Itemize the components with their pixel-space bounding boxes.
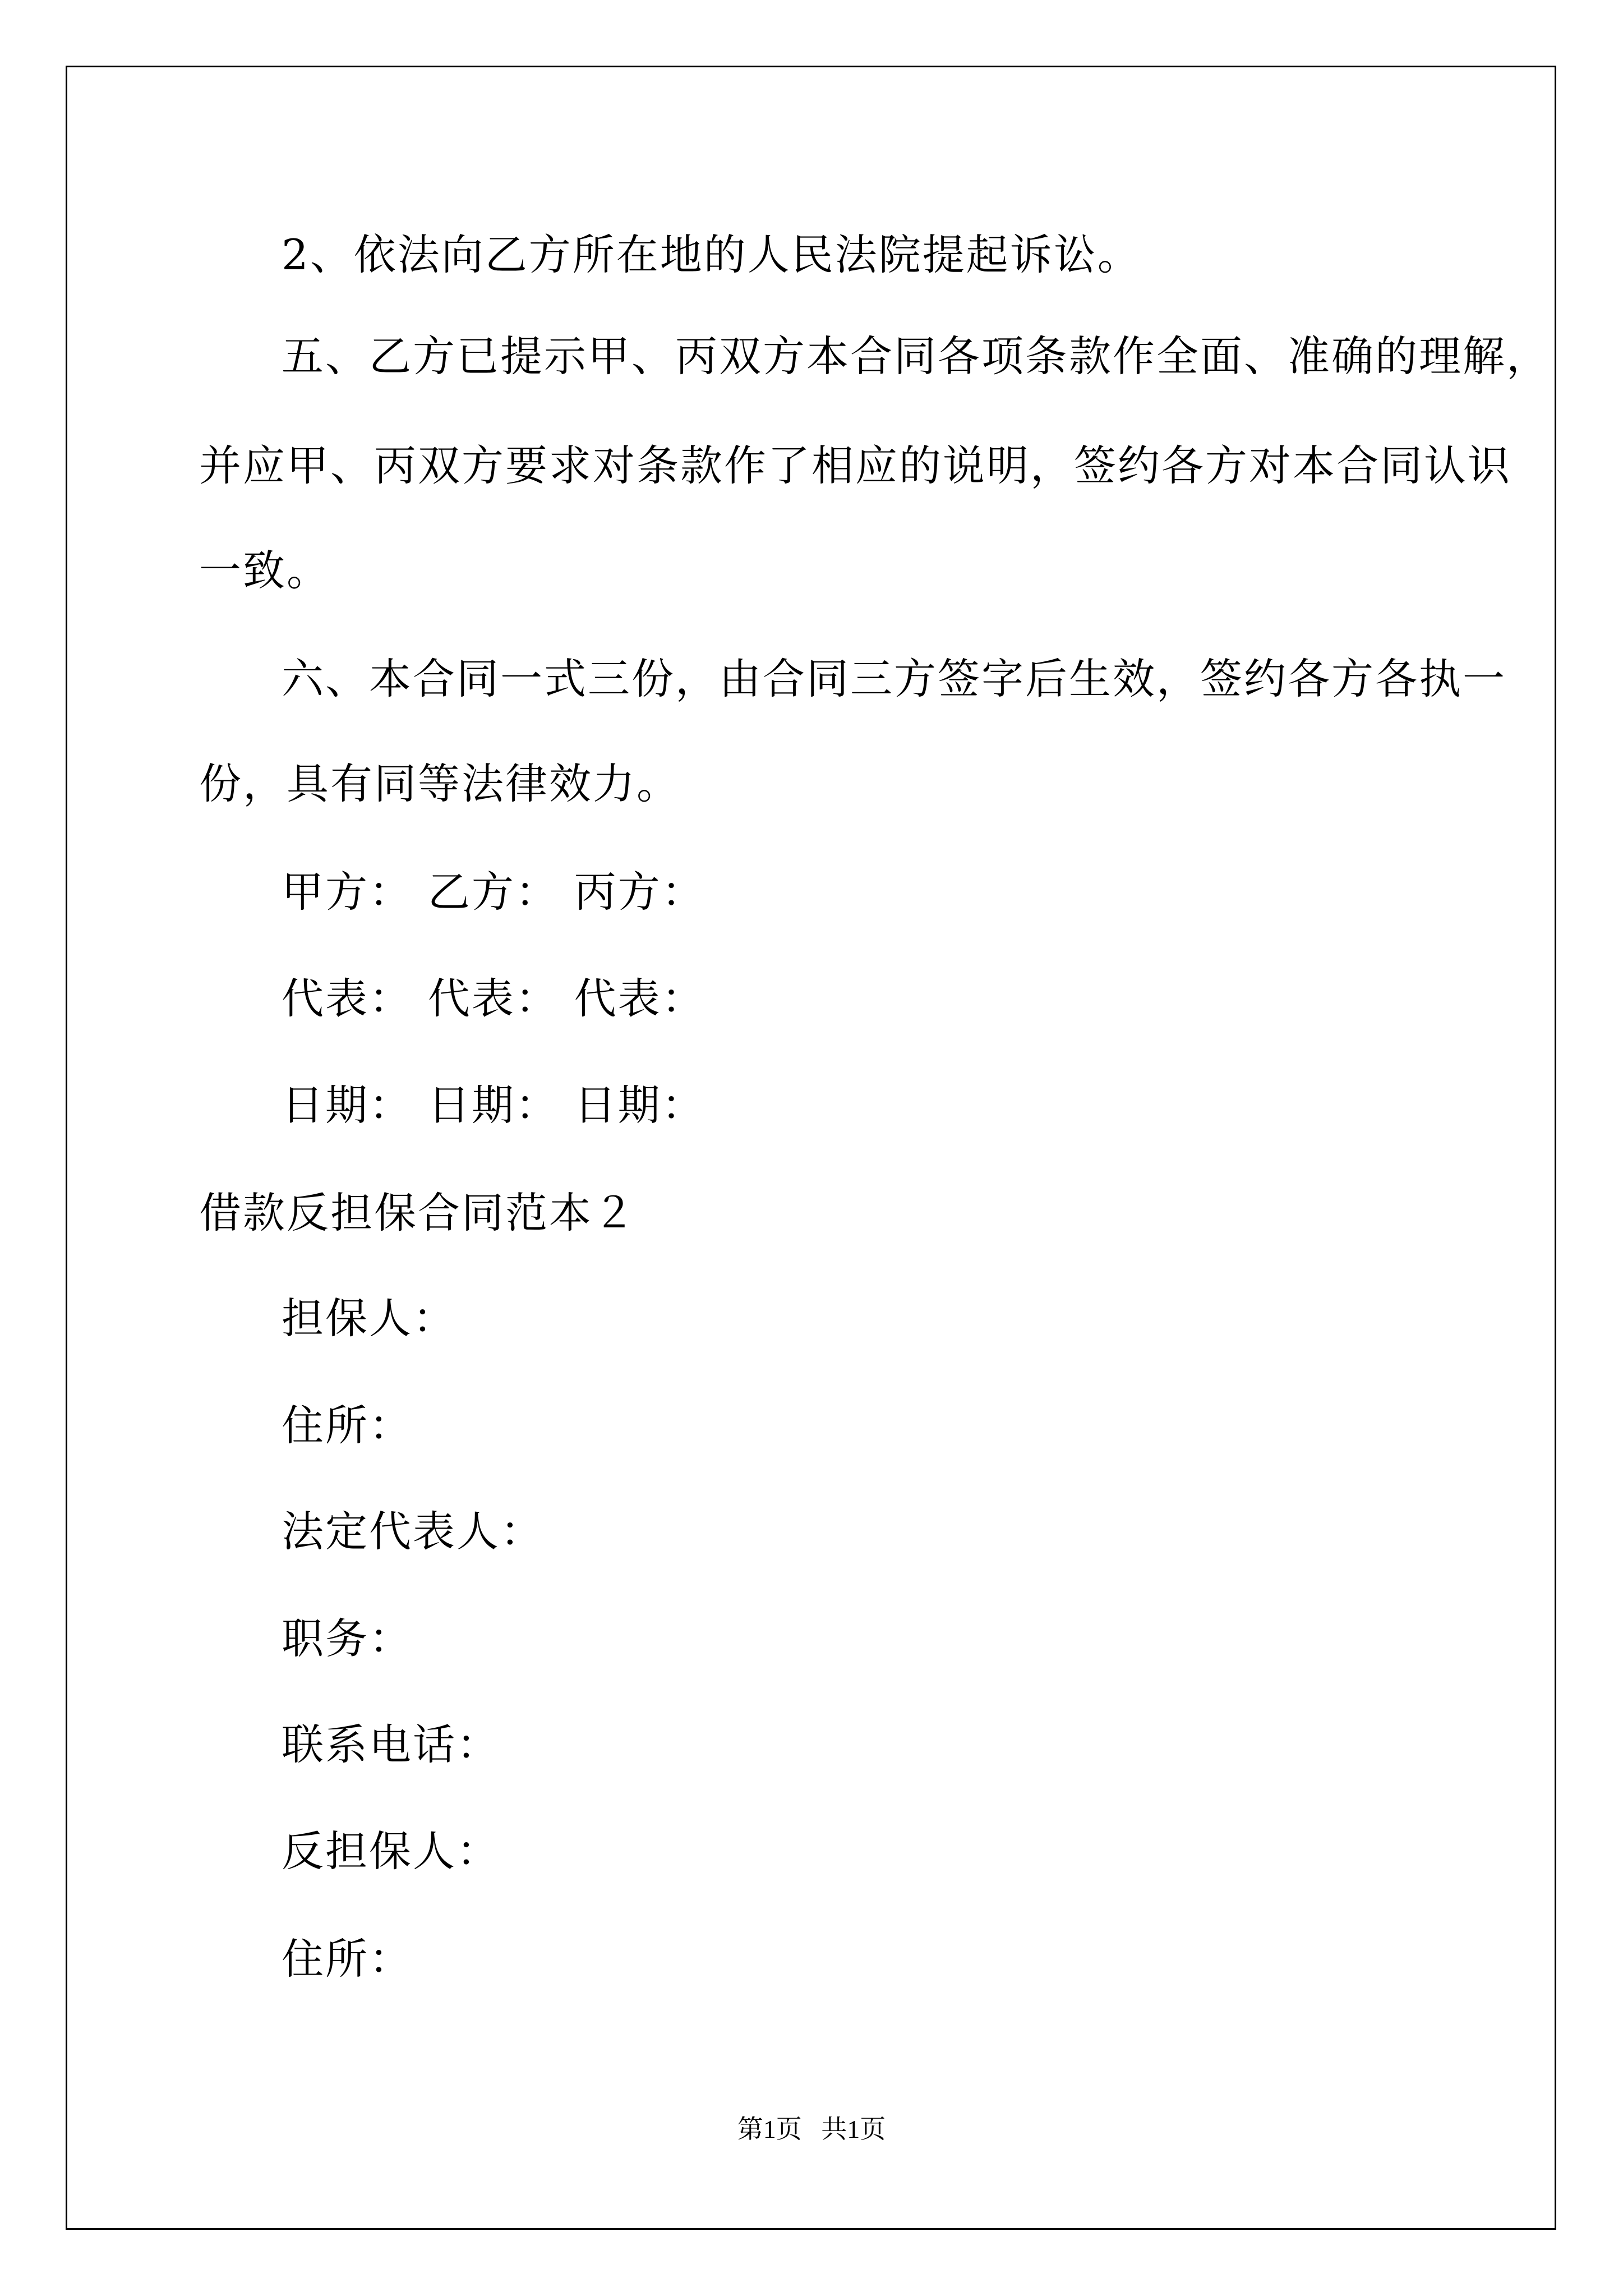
page-footer: 第1页 共1页: [737, 2115, 886, 2143]
clause-6-line-1: 六、本合同一式三份，由合同三方签字后生效，签约各方各执一: [282, 654, 1507, 703]
page-border: [66, 66, 1556, 2230]
section-title: 借款反担保合同范本２: [199, 1188, 637, 1237]
counter-guarantor-label: 反担保人：: [282, 1826, 501, 1876]
signature-dates: 日期： 日期： 日期：: [282, 1080, 706, 1130]
clause-5-line-2: 并应甲、丙双方要求对条款作了相应的说明，签约各方对本合同认识: [199, 441, 1512, 490]
counter-guarantor-address-label: 住所：: [282, 1934, 413, 1984]
clause-5-line-3: 一致。: [199, 546, 331, 595]
clause-6-line-2: 份，具有同等法律效力。: [199, 759, 681, 808]
phone-label: 联系电话：: [282, 1720, 501, 1769]
legal-representative-label: 法定代表人：: [282, 1507, 545, 1556]
position-label: 职务：: [282, 1614, 413, 1663]
clause-4-item-2: 2、依法向乙方所在地的人民法院提起诉讼。: [282, 230, 1141, 279]
signature-parties: 甲方： 乙方： 丙方：: [282, 867, 706, 917]
guarantor-label: 担保人：: [282, 1294, 457, 1343]
guarantor-address-label: 住所：: [282, 1401, 413, 1450]
clause-5-line-1: 五、乙方已提示甲、丙双方本合同各项条款作全面、准确的理解，: [282, 332, 1551, 381]
signature-representatives: 代表： 代表： 代表：: [282, 974, 706, 1023]
